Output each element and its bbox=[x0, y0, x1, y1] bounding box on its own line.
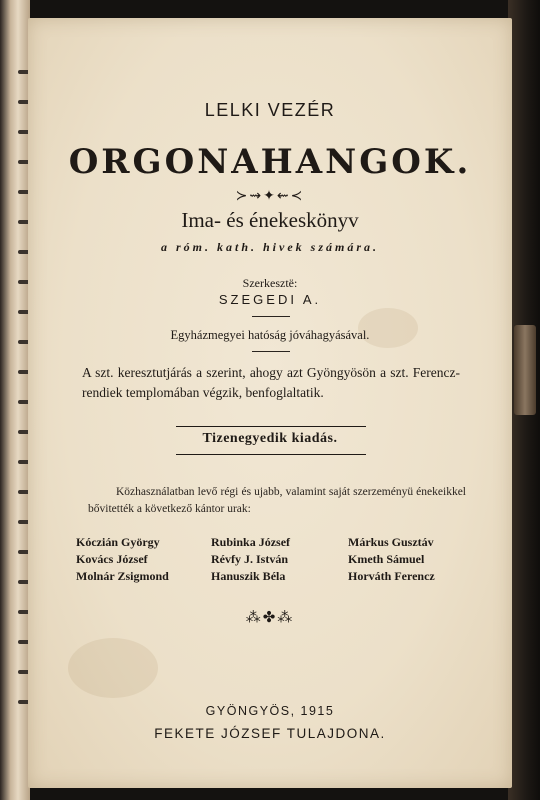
cantor-list bbox=[76, 534, 476, 585]
divider bbox=[252, 316, 290, 317]
editor-name: SZEGEDI A. bbox=[218, 292, 322, 307]
contributors-note: Közhasználatban levő régi és ujabb, valamint saját szerzeményü énekeikkel bővitették a következő kántor urak: bbox=[88, 486, 466, 515]
metal-clasp bbox=[514, 325, 536, 415]
place-year: GYÖNGYÖS, 1915 bbox=[205, 704, 335, 718]
book-audience: a róm. kath. hivek számára. bbox=[160, 240, 379, 254]
cantor-name: Rubinka József bbox=[211, 535, 291, 549]
book-cover-edge bbox=[508, 0, 540, 800]
ornament-icon: ⁂✤⁂ bbox=[245, 610, 295, 626]
editor-label: Szerkesztë: bbox=[242, 276, 298, 290]
ornament-icon: ≻⇝✦⇜≺ bbox=[235, 189, 305, 204]
book-title: ORGONAHANGOK. bbox=[68, 142, 472, 182]
cantor-name: Kmeth Sámuel bbox=[348, 552, 425, 566]
divider bbox=[176, 426, 366, 427]
cantor-name: Molnár Zsigmond bbox=[76, 569, 169, 583]
publisher: FEKETE JÓZSEF TULAJDONA. bbox=[154, 726, 386, 741]
edition-label: Tizenegyedik kiadás. bbox=[202, 431, 338, 446]
cantor-name: Kovács József bbox=[76, 552, 148, 566]
book-subtitle: Ima- és énekeskönyv bbox=[181, 208, 359, 232]
cantor-name: Horváth Ferencz bbox=[348, 569, 435, 583]
title-page bbox=[28, 18, 512, 788]
spiral-binding bbox=[0, 0, 30, 800]
church-approval: Egyházmegyei hatóság jóváhagyásával. bbox=[170, 328, 370, 342]
cantor-name: Márkus Gusztáv bbox=[348, 535, 434, 549]
cantor-name: Révfy J. István bbox=[211, 552, 288, 566]
divider bbox=[252, 351, 290, 352]
cantor-name: Hanuszik Béla bbox=[211, 569, 286, 583]
content-note: A szt. keresztutjárás a szerint, ahogy azt Gyöngyösön a szt. Ferencz-rendiek templomában végzik, benfoglaltatik. bbox=[82, 365, 460, 400]
series-title: LELKI VEZÉR bbox=[204, 100, 336, 120]
cantor-name: Kóczián György bbox=[76, 535, 160, 549]
divider bbox=[176, 454, 366, 455]
